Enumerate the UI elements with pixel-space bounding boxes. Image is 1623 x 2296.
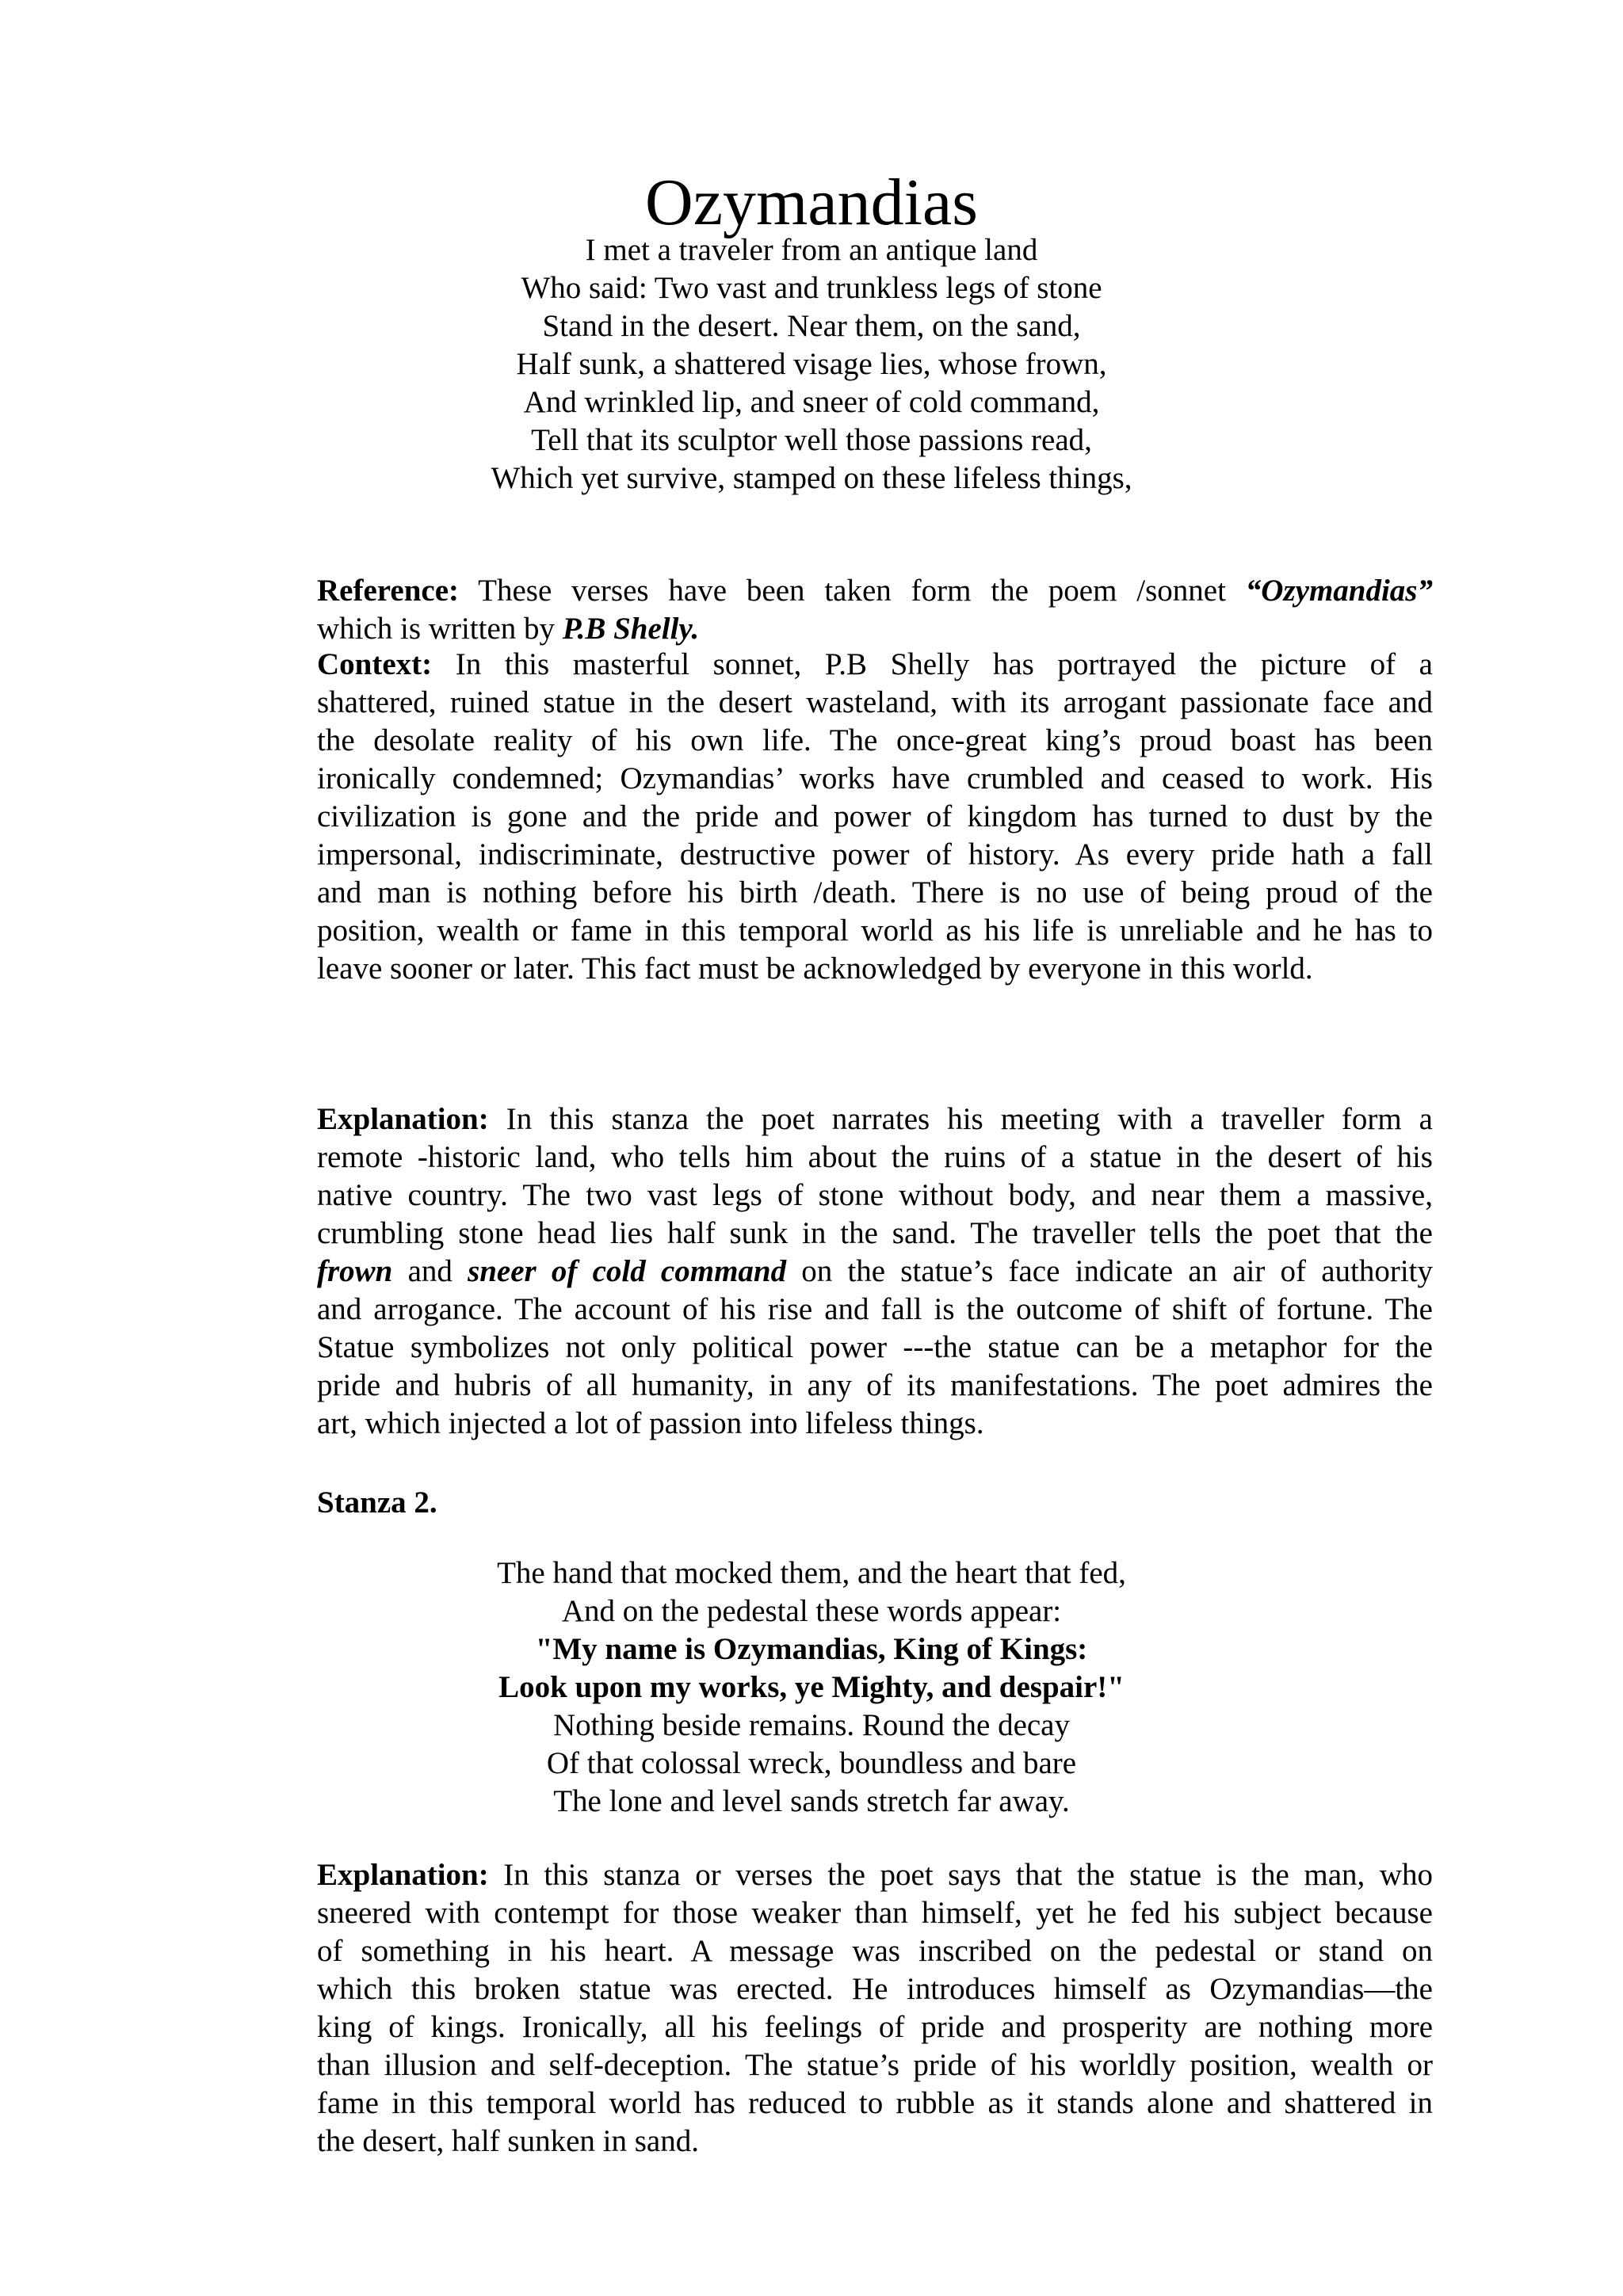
paragraph-line: the desolate reality of his own life. The once-great king’s proud boast has been: [317, 723, 1433, 757]
paragraph-line: impersonal, indiscriminate, destructive power of history. As every pride hath a fall: [317, 837, 1433, 871]
context-text: In this masterful sonnet, P.B Shelly has portrayed the picture of a: [432, 647, 1433, 681]
context-label: Context:: [317, 647, 433, 681]
emphasis-sneer: sneer of cold command: [468, 1254, 787, 1288]
verse-line: Who said: Two vast and trunkless legs of stone: [521, 271, 1102, 305]
paragraph-line: [317, 572, 1433, 610]
paragraph-line: Statue symbolizes not only political power ---the statue can be a metaphor for the: [317, 1330, 1433, 1364]
reference-text: which is written by: [317, 612, 563, 646]
context-paragraph: [317, 646, 1433, 988]
paragraph-line: native country. The two vast legs of stone without body, and near them a massive,: [317, 1178, 1433, 1212]
verse-line: Tell that its sculptor well those passions read,: [531, 423, 1092, 457]
poem-title: Ozymandias: [645, 166, 978, 240]
paragraph-line: ironically condemned; Ozymandias’ works have crumbled and ceased to work. His: [317, 761, 1433, 795]
paragraph-line: shattered, ruined statue in the desert wasteland, with its arrogant passionate face and: [317, 685, 1433, 719]
verse-line: I met a traveler from an antique land: [585, 233, 1038, 267]
verse-line: And on the pedestal these words appear:: [561, 1594, 1062, 1628]
explanation-label: Explanation:: [317, 1102, 489, 1136]
reference-author: P.B Shelly.: [562, 612, 700, 646]
paragraph-line: [317, 1100, 1433, 1138]
verse-line: Half sunk, a shattered visage lies, whose frown,: [516, 347, 1107, 381]
verse-line: Which yet survive, stamped on these lifeless things,: [491, 461, 1132, 495]
paragraph-line: art, which injected a lot of passion into lifeless things.: [317, 1406, 984, 1440]
verse-line: Nothing beside remains. Round the decay: [552, 1708, 1070, 1742]
stanza-2: [0, 1554, 1623, 1821]
paragraph-line: pride and hubris of all humanity, in any of its manifestations. The poet admires the: [317, 1368, 1433, 1402]
paragraph-line: [317, 646, 1433, 684]
inscription-line: "My name is Ozymandias, King of Kings:: [535, 1632, 1088, 1666]
stanza-1: [0, 231, 1623, 498]
verse-line: Of that colossal wreck, boundless and bare: [546, 1746, 1077, 1780]
paragraph-line: [317, 610, 1433, 648]
reference-poem-title: “Ozymandias”: [1245, 574, 1433, 608]
paragraph-line: and arrogance. The account of his rise and fall is the outcome of shift of fortune. The: [317, 1292, 1433, 1326]
paragraph-line: leave sooner or later. This fact must be acknowledged by everyone in this world.: [317, 952, 1313, 986]
explanation-1-paragraph: [317, 1100, 1433, 1443]
emphasis-frown: frown: [317, 1254, 393, 1288]
paragraph-line: crumbling stone head lies half sunk in the sand. The traveller tells the poet that the: [317, 1216, 1433, 1250]
verse-line: And wrinkled lip, and sneer of cold command,: [523, 385, 1100, 419]
paragraph-line: king of kings. Ironically, all his feelings of pride and prosperity are nothing more: [317, 2010, 1433, 2044]
paragraph-line: remote -historic land, who tells him about the ruins of a statue in the desert of his: [317, 1140, 1433, 1174]
reference-paragraph: [317, 572, 1433, 648]
stanza-2-heading: Stanza 2.: [317, 1486, 437, 1520]
explanation-label: Explanation:: [317, 1858, 489, 1892]
verse-line: The lone and level sands stretch far away.: [553, 1784, 1070, 1818]
explanation-text: In this stanza the poet narrates his meeting with a traveller form a: [488, 1102, 1433, 1136]
reference-text: These verses have been taken form the poem /sonnet: [459, 574, 1246, 608]
explanation-text: on the statue’s face indicate an air of authority: [786, 1254, 1433, 1288]
verse-line: The hand that mocked them, and the heart that fed,: [497, 1556, 1126, 1590]
paragraph-line: and man is nothing before his birth /death. There is no use of being proud of the: [317, 875, 1433, 910]
paragraph-line: of something in his heart. A message was inscribed on the pedestal or stand on: [317, 1934, 1433, 1968]
reference-label: Reference:: [317, 574, 459, 608]
paragraph-line: civilization is gone and the pride and power of kingdom has turned to dust by the: [317, 799, 1433, 833]
paragraph-line: position, wealth or fame in this temporal world as his life is unreliable and he has to: [317, 913, 1433, 948]
explanation-2-paragraph: [317, 1856, 1433, 2161]
explanation-text: and: [392, 1254, 468, 1288]
paragraph-line: which this broken statue was erected. He introduces himself as Ozymandias—the: [317, 1972, 1433, 2006]
paragraph-line: the desert, half sunken in sand.: [317, 2124, 699, 2158]
paragraph-line: sneered with contempt for those weaker than himself, yet he fed his subject because: [317, 1896, 1433, 1930]
paragraph-line: than illusion and self-deception. The statue’s pride of his worldly position, wealth or: [317, 2048, 1433, 2082]
explanation-text: In this stanza or verses the poet says that the statue is the man, who: [488, 1858, 1433, 1892]
paragraph-line: fame in this temporal world has reduced to rubble as it stands alone and shattered in: [317, 2086, 1433, 2120]
paragraph-line: [317, 1856, 1433, 1894]
inscription-line: Look upon my works, ye Mighty, and despair!": [498, 1670, 1125, 1704]
verse-line: Stand in the desert. Near them, on the sand,: [542, 309, 1081, 343]
paragraph-line: [317, 1253, 1433, 1291]
